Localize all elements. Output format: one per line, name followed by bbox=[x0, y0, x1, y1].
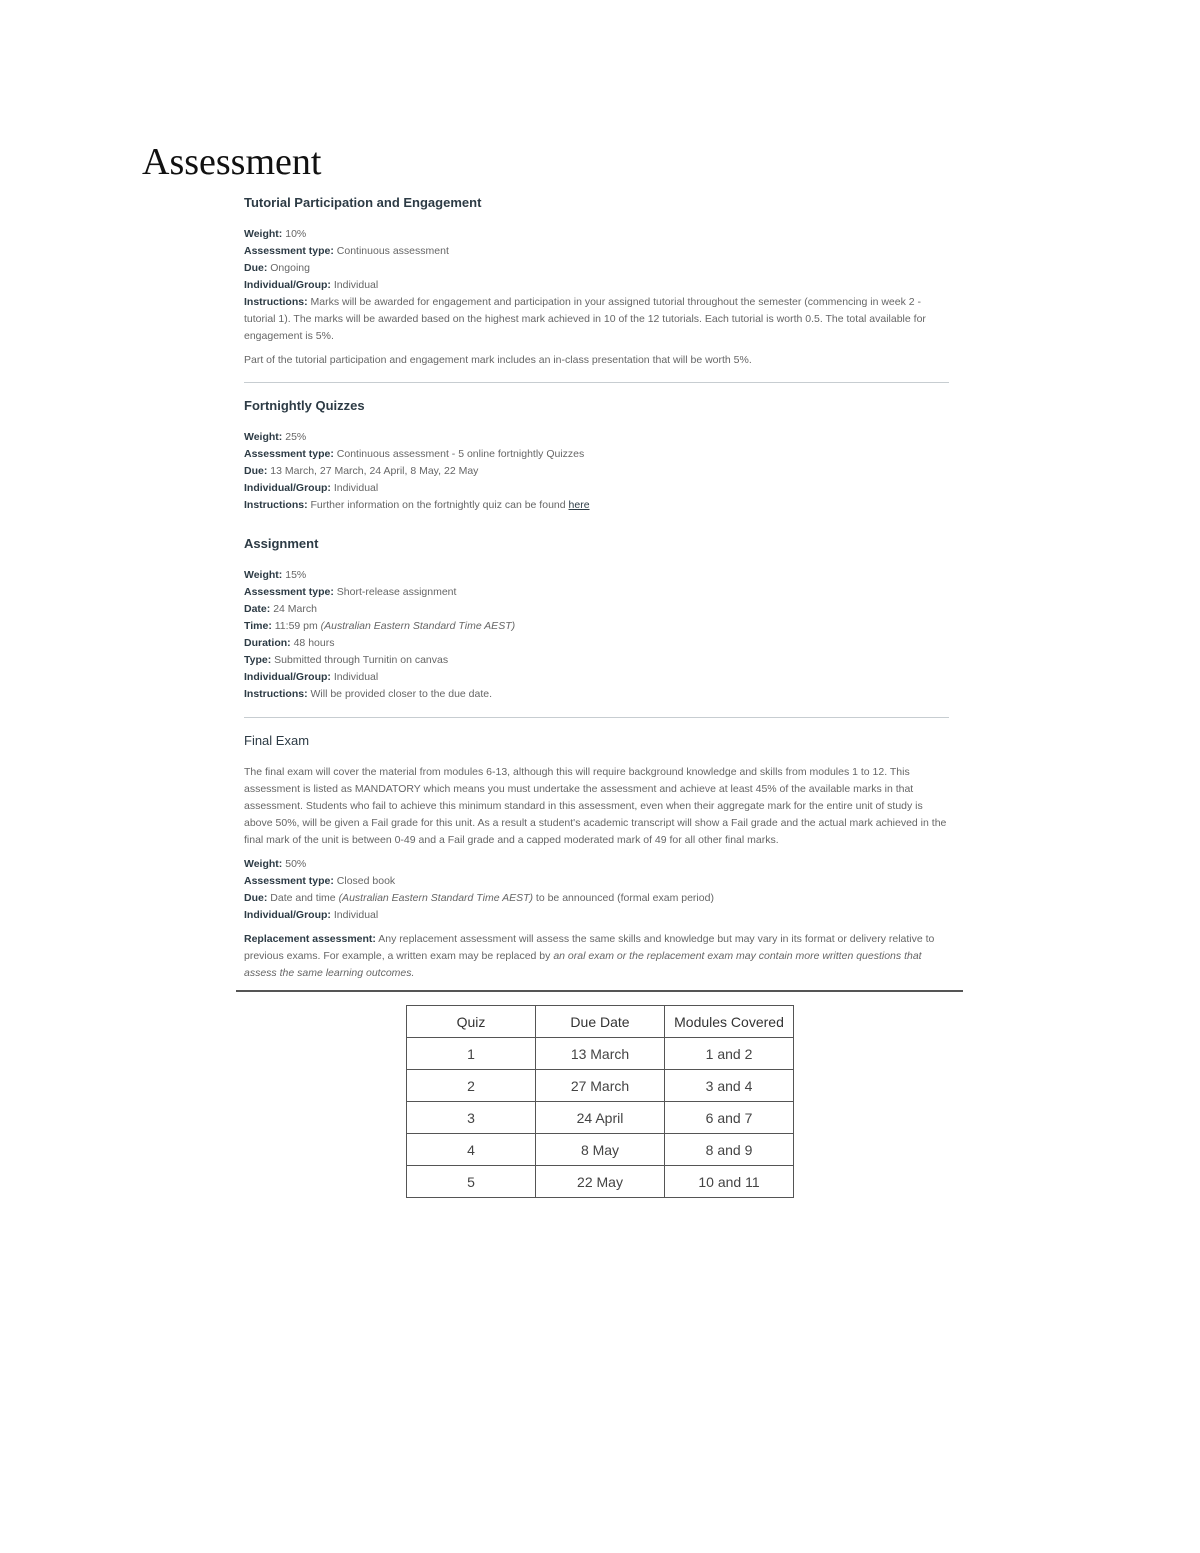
assignment-date: Date: 24 March bbox=[244, 603, 317, 615]
quizzes-due: Due: 13 March, 27 March, 24 April, 8 May, 22 May bbox=[244, 465, 479, 477]
quiz-modules: 8 and 9 bbox=[665, 1134, 794, 1166]
assignment-time: Time: 11:59 pm (Australian Eastern Standard Time AEST) bbox=[244, 620, 516, 632]
tutorial-note: Part of the tutorial participation and engagement mark includes an in-class presentation that will be worth 5%. bbox=[244, 354, 752, 366]
quiz-due-date: 8 May bbox=[536, 1134, 665, 1166]
tutorial-instructions: Instructions: Marks will be awarded for engagement and participation in your assigned tutorial throughout the semester (commencing in week 2 - tutorial 1). The marks will be awarded based on the highest mark achieved in 10 of the 12 tutorials. Each tutorial is worth 0.5. The total available for engagement is 5%. bbox=[244, 296, 926, 342]
quiz-schedule-table bbox=[406, 1005, 794, 1198]
quiz-due-date: 13 March bbox=[536, 1038, 665, 1070]
divider bbox=[244, 382, 949, 383]
tutorial-weight: Weight: 10% bbox=[244, 228, 307, 240]
quiz-number: 3 bbox=[407, 1102, 536, 1134]
table-row bbox=[407, 1166, 794, 1198]
quizzes-weight: Weight: 25% bbox=[244, 431, 307, 443]
quiz-due-date: 22 May bbox=[536, 1166, 665, 1198]
quiz-number: 5 bbox=[407, 1166, 536, 1198]
quiz-number: 2 bbox=[407, 1070, 536, 1102]
table-row bbox=[407, 1134, 794, 1166]
quiz-info-link[interactable]: here bbox=[568, 499, 590, 511]
assignment-method: Type: Submitted through Turnitin on canvas bbox=[244, 654, 449, 666]
header-due-date: Due Date bbox=[536, 1006, 665, 1038]
quizzes-heading: Fortnightly Quizzes bbox=[244, 398, 365, 413]
final-exam-due: Due: Date and time (Australian Eastern Standard Time AEST) to be announced (formal exam period) bbox=[244, 892, 714, 904]
final-exam-type: Assessment type: Closed book bbox=[244, 875, 396, 887]
tutorial-group: Individual/Group: Individual bbox=[244, 279, 379, 291]
divider bbox=[244, 717, 949, 718]
final-exam-group: Individual/Group: Individual bbox=[244, 909, 379, 921]
quizzes-type: Assessment type: Continuous assessment - 5 online fortnightly Quizzes bbox=[244, 448, 585, 460]
quiz-modules: 3 and 4 bbox=[665, 1070, 794, 1102]
quiz-number: 4 bbox=[407, 1134, 536, 1166]
table-header-row bbox=[407, 1006, 794, 1038]
assignment-instructions: Instructions: Will be provided closer to the due date. bbox=[244, 688, 493, 700]
quiz-modules: 6 and 7 bbox=[665, 1102, 794, 1134]
section-bottom-rule bbox=[236, 990, 963, 992]
quiz-number: 1 bbox=[407, 1038, 536, 1070]
final-exam-weight: Weight: 50% bbox=[244, 858, 307, 870]
tutorial-due: Due: Ongoing bbox=[244, 262, 310, 274]
assignment-heading: Assignment bbox=[244, 536, 319, 551]
final-exam-section bbox=[244, 732, 949, 982]
tutorial-heading: Tutorial Participation and Engagement bbox=[244, 195, 482, 210]
assignment-weight: Weight: 15% bbox=[244, 569, 307, 581]
quizzes-group: Individual/Group: Individual bbox=[244, 482, 379, 494]
quizzes-section bbox=[244, 397, 949, 535]
quiz-modules: 10 and 11 bbox=[665, 1166, 794, 1198]
final-exam-heading: Final Exam bbox=[244, 733, 310, 748]
tutorial-type: Assessment type: Continuous assessment bbox=[244, 245, 449, 257]
table-row bbox=[407, 1102, 794, 1134]
tutorial-section bbox=[244, 194, 949, 368]
assessment-content bbox=[244, 194, 949, 982]
quiz-due-date: 24 April bbox=[536, 1102, 665, 1134]
assignment-section bbox=[244, 535, 949, 703]
header-modules-covered: Modules Covered bbox=[665, 1006, 794, 1038]
assignment-duration: Duration: 48 hours bbox=[244, 637, 335, 649]
quiz-modules: 1 and 2 bbox=[665, 1038, 794, 1070]
assignment-group: Individual/Group: Individual bbox=[244, 671, 379, 683]
quizzes-instructions: Instructions: Further information on the fortnightly quiz can be found here bbox=[244, 499, 590, 511]
final-exam-replacement: Replacement assessment: Any replacement assessment will assess the same skills and knowledge but may vary in its format or delivery relative to previous exams. For example, a written exam may be replaced by an oral exam or the replacement exam may contain more written questions that assess the same learning outcomes. bbox=[244, 933, 935, 979]
final-exam-description: The final exam will cover the material from modules 6-13, although this will require background knowledge and skills from modules 1 to 12. This assessment is listed as MANDATORY which means you must undertake the assessment and achieve at least 45% of the available marks in that assessment. Students who fail to achieve this minimum standard in this assessment, even when their aggregate mark for the entire unit of study is above 50%, will be given a Fail grade for this unit. As a result a student's academic transcript will show a Fail grade and the actual mark achieved in the final mark of the unit is between 0-49 and a Fail grade and a capped moderated mark of 49 for all other final marks. bbox=[244, 766, 947, 846]
table-row bbox=[407, 1038, 794, 1070]
header-quiz: Quiz bbox=[407, 1006, 536, 1038]
page-title: Assessment bbox=[142, 141, 322, 183]
table-row bbox=[407, 1070, 794, 1102]
quiz-due-date: 27 March bbox=[536, 1070, 665, 1102]
assignment-type: Assessment type: Short-release assignment bbox=[244, 586, 457, 598]
